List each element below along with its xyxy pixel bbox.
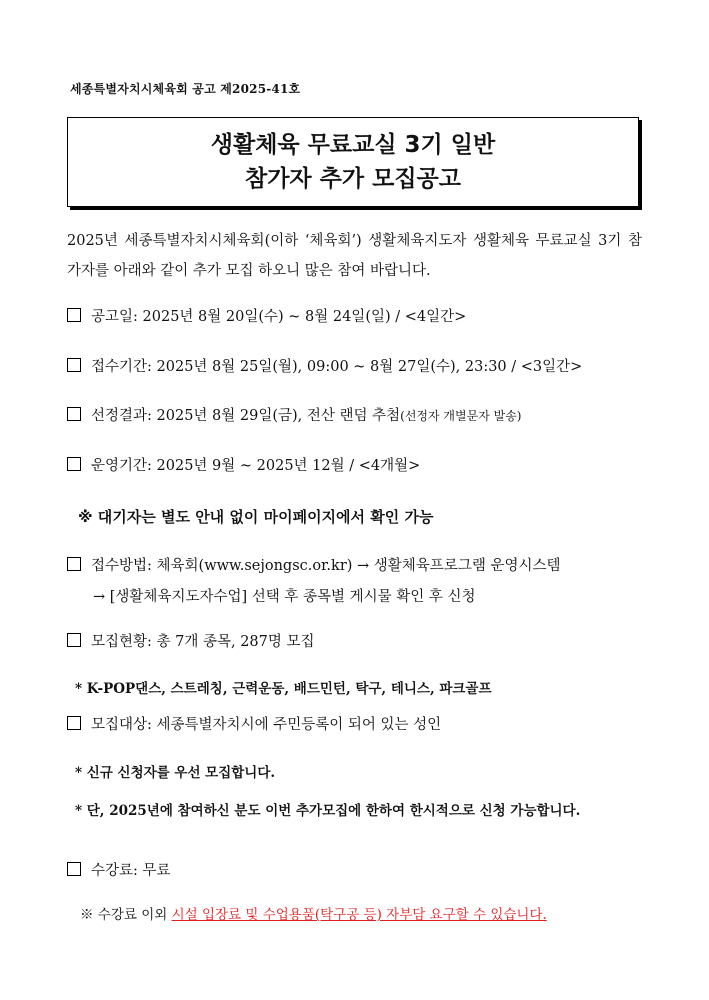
priority-note: * 신규 신청자를 우선 모집합니다. — [75, 765, 276, 781]
notice-number: 세종특별자치시체육회 공고 제2025-41호 — [70, 82, 301, 96]
checkbox-icon — [67, 358, 81, 372]
operation-period-row — [67, 455, 647, 477]
target-row — [67, 714, 647, 736]
checkbox-icon — [67, 716, 81, 730]
apply-method-line1: 접수방법: 체육회(www.sejongsc.or.kr) → 생활체육프로그램 운영시스템 — [91, 558, 561, 574]
fee-text: 수강료: 무료 — [91, 863, 171, 879]
checkbox-icon — [67, 308, 81, 322]
waitlist-notice: ※ 대기자는 별도 안내 없이 마이페이지에서 확인 가능 — [78, 508, 434, 526]
checkbox-icon — [67, 557, 81, 571]
checkbox-icon — [67, 633, 81, 647]
intro-paragraph: 2025년 세종특별자치시체육회(이하 ‘체육회’) 생활체육지도자 생활체육 무료교실 3기 참가자를 아래와 같이 추가 모집 하오니 많은 참여 바랍니다. — [67, 233, 642, 279]
selection-result-row — [67, 405, 647, 427]
recruit-status-row — [67, 631, 647, 653]
fee-row — [67, 860, 647, 882]
application-period-row — [67, 356, 647, 378]
recruit-status-text: 모집현황: 총 7개 종목, 287명 모집 — [91, 634, 315, 650]
apply-method-row — [67, 555, 647, 577]
announce-period-text: 공고일: 2025년 8월 20일(수) ~ 8월 24일(일) / <4일간> — [91, 309, 467, 325]
selection-result-text: 선정결과: 2025년 8월 29일(금), 전산 랜덤 추첨 — [91, 408, 401, 424]
footnote — [80, 903, 547, 923]
footnote-prefix: ※ 수강료 이외 — [80, 907, 172, 923]
title-line-2: 참가자 추가 모집공고 — [245, 166, 461, 192]
exception-note: * 단, 2025년에 참여하신 분도 이번 추가모집에 한하여 한시적으로 신청 가능합니다. — [75, 803, 581, 819]
footnote-highlight: 시설 입장료 및 수업용품(탁구공 등) 자부담 요구할 수 있습니다. — [171, 907, 547, 923]
checkbox-icon — [67, 457, 81, 471]
checkbox-icon — [67, 862, 81, 876]
operation-period-text: 운영기간: 2025년 9월 ~ 2025년 12월 / <4개월> — [91, 458, 421, 474]
announce-period-row — [67, 306, 647, 328]
title-line-1: 생활체육 무료교실 3기 일반 — [210, 132, 496, 158]
selection-note: (선정자 개별문자 발송) — [400, 409, 522, 423]
target-text: 모집대상: 세종특별자치시에 주민등록이 되어 있는 성인 — [91, 717, 442, 733]
checkbox-icon — [67, 407, 81, 421]
title-box — [67, 117, 639, 207]
application-period-text: 접수기간: 2025년 8월 25일(월), 09:00 ~ 8월 27일(수), 23:30 / <3일간> — [91, 359, 583, 375]
sports-list: * K-POP댄스, 스트레칭, 근력운동, 배드민턴, 탁구, 테니스, 파크골프 — [75, 681, 492, 697]
apply-method-line2: → [생활체육지도자수업] 선택 후 종목별 게시물 확인 후 신청 — [93, 589, 476, 605]
